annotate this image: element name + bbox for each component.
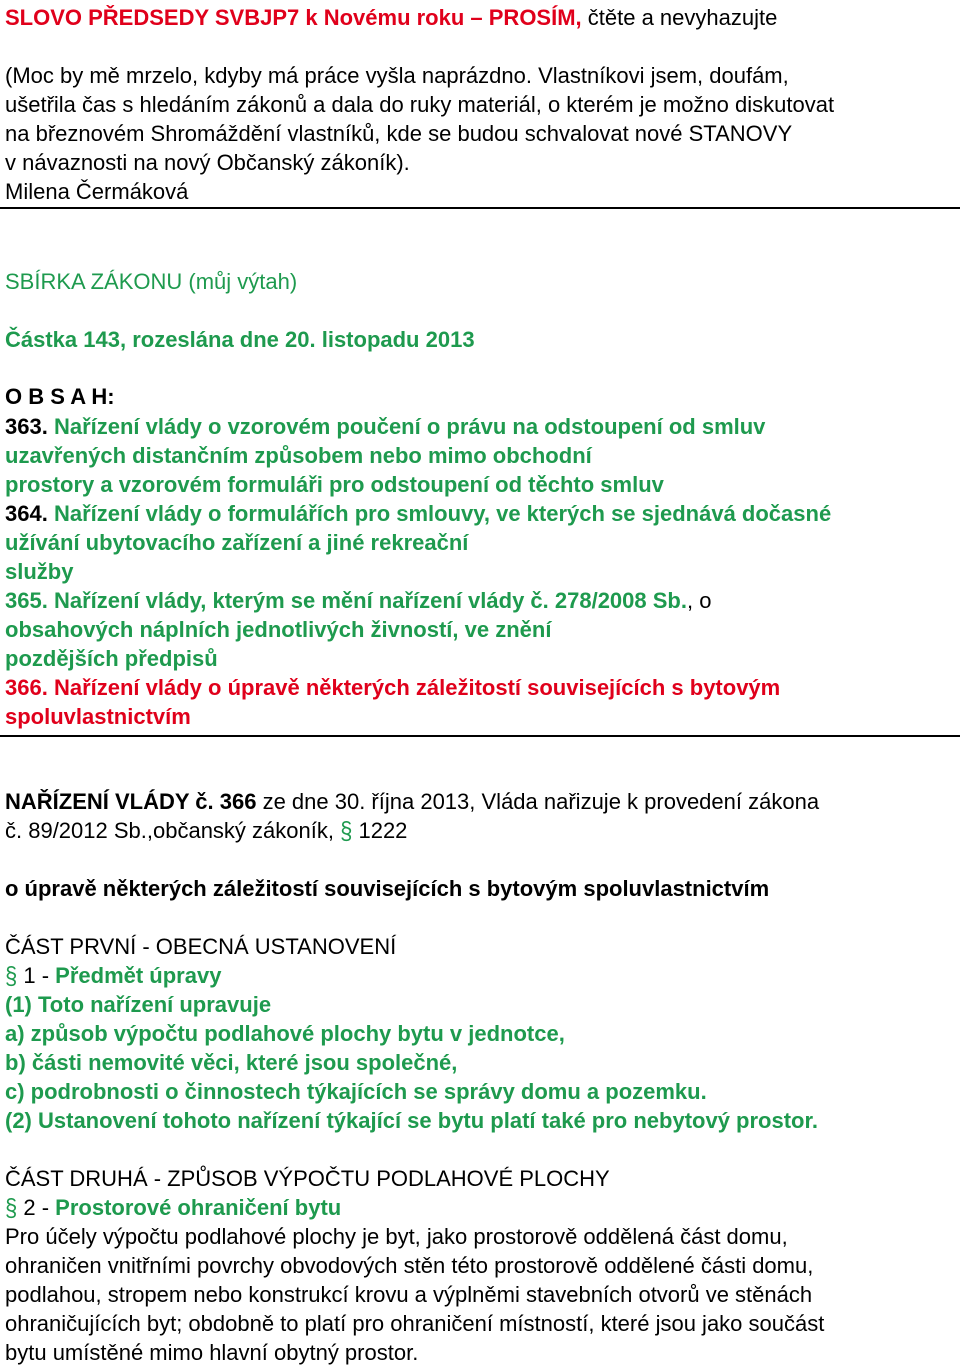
item-text[interactable]: Nařízení vlády o formulářích pro smlouvy, ve kterých se sjednává dočasné: [53, 501, 832, 526]
para-number: 1 -: [17, 963, 56, 988]
intro-line: (Moc by mě mrzelo, kdyby má práce vyšla naprázdno. Vlastníkovi jsem, doufám,: [5, 63, 789, 88]
item-number: 363.: [5, 414, 48, 439]
intro-line: ušetřila čas s hledáním zákonů a dala do ruky materiál, o kterém je možno diskutovat: [5, 92, 835, 117]
part1-line: (2) Ustanovení tohoto nařízení týkající se bytu platí také pro nebytový prostor.: [5, 1108, 818, 1133]
contents-item-365: [5, 587, 711, 615]
section-number: 1222: [352, 818, 408, 843]
decree-heading-rest: ze dne 30. října 2013, Vláda nařizuje k provedení zákona: [256, 789, 820, 814]
contents-item-364: [5, 500, 831, 528]
section-icon: §: [340, 816, 353, 845]
decree-subject: o úpravě některých záležitostí souvisejících s bytovým spoluvlastnictvím: [5, 876, 770, 901]
collection-issue: Částka 143, rozeslána dne 20. listopadu 2013: [5, 327, 475, 352]
collection-title: SBÍRKA ZÁKONU (můj výtah): [5, 269, 298, 294]
item-text[interactable]: Nařízení vlády o vzorovém poučení o právu na odstoupení od smluv: [53, 414, 766, 439]
intro-title-red: SLOVO PŘEDSEDY SVBJP7 k Novému roku – PROSÍM,: [5, 5, 582, 30]
item-text[interactable]: pozdějších předpisů: [5, 646, 218, 671]
contents-label: O B S A H:: [5, 384, 115, 409]
para-title: Prostorové ohraničení bytu: [55, 1195, 342, 1220]
part1-line: b) části nemovité věci, které jsou společné,: [5, 1050, 458, 1075]
part2-title: ČÁST DRUHÁ - ZPŮSOB VÝPOČTU PODLAHOVÉ PLOCHY: [5, 1166, 610, 1191]
part1-line: a) způsob výpočtu podlahové plochy bytu v jednotce,: [5, 1021, 565, 1046]
intro-line: na březnovém Shromáždění vlastníků, kde se budou schvalovat nové STANOVY: [5, 121, 793, 146]
signature: Milena Čermáková: [5, 179, 189, 204]
para-number: 2 -: [17, 1195, 56, 1220]
divider: [0, 207, 960, 209]
intro-line: v návaznosti na nový Občanský zákoník).: [5, 150, 410, 175]
contents-item-366: [5, 674, 780, 702]
part2-paragraph-heading: [5, 1194, 341, 1222]
item-text[interactable]: služby: [5, 559, 74, 584]
item-text[interactable]: uzavřených distančním způsobem nebo mimo obchodní: [5, 443, 592, 468]
decree-heading: [5, 788, 819, 816]
intro-title-black: čtěte a nevyhazujte: [581, 5, 778, 30]
item-text[interactable]: užívání ubytovacího zařízení a jiné rekreační: [5, 530, 469, 555]
part1-title: ČÁST PRVNÍ - OBECNÁ USTANOVENÍ: [5, 934, 397, 959]
item-text[interactable]: Nařízení vlády, kterým se mění nařízení vlády č. 278/2008 Sb.: [53, 588, 687, 613]
part2-line: Pro účely výpočtu podlahové plochy je byt, jako prostorově oddělená část domu,: [5, 1224, 788, 1249]
item-text[interactable]: spoluvlastnictvím: [5, 704, 191, 729]
part2-line: bytu umístěné mimo hlavní obytný prostor.: [5, 1340, 419, 1365]
decree-heading-line2: [5, 817, 407, 845]
para-title: Předmět úpravy: [55, 963, 222, 988]
item-text[interactable]: Nařízení vlády o úpravě některých záležitostí souvisejících s bytovým: [53, 675, 781, 700]
decree-heading-bold: NAŘÍZENÍ VLÁDY č. 366: [5, 789, 257, 814]
section-icon: §: [5, 1193, 18, 1222]
divider: [0, 735, 960, 737]
item-suffix: , o: [686, 588, 712, 613]
item-text[interactable]: obsahových náplních jednotlivých živností, ve znění: [5, 617, 552, 642]
item-number: 365.: [5, 588, 48, 613]
part2-line: podlahou, stropem nebo konstrukcí krovu a výplněmi stavebních otvorů ve stěnách: [5, 1282, 813, 1307]
part2-line: ohraničen vnitřními povrchy obvodových stěn této prostorově oddělené části domu,: [5, 1253, 814, 1278]
item-number: 366.: [5, 675, 48, 700]
part1-paragraph-heading: [5, 962, 221, 990]
part1-line: (1) Toto nařízení upravuje: [5, 992, 272, 1017]
item-number: 364.: [5, 501, 48, 526]
section-icon: §: [5, 961, 18, 990]
decree-heading-line2-text: č. 89/2012 Sb.,občanský zákoník,: [5, 818, 334, 843]
item-text[interactable]: prostory a vzorovém formuláři pro odstoupení od těchto smluv: [5, 472, 664, 497]
part1-line: c) podrobnosti o činnostech týkajících se správy domu a pozemku.: [5, 1079, 707, 1104]
intro-title: [5, 4, 777, 32]
contents-item-363: [5, 413, 765, 441]
part2-line: ohraničujících byt; obdobně to platí pro ohraničení místností, které jsou jako součást: [5, 1311, 825, 1336]
